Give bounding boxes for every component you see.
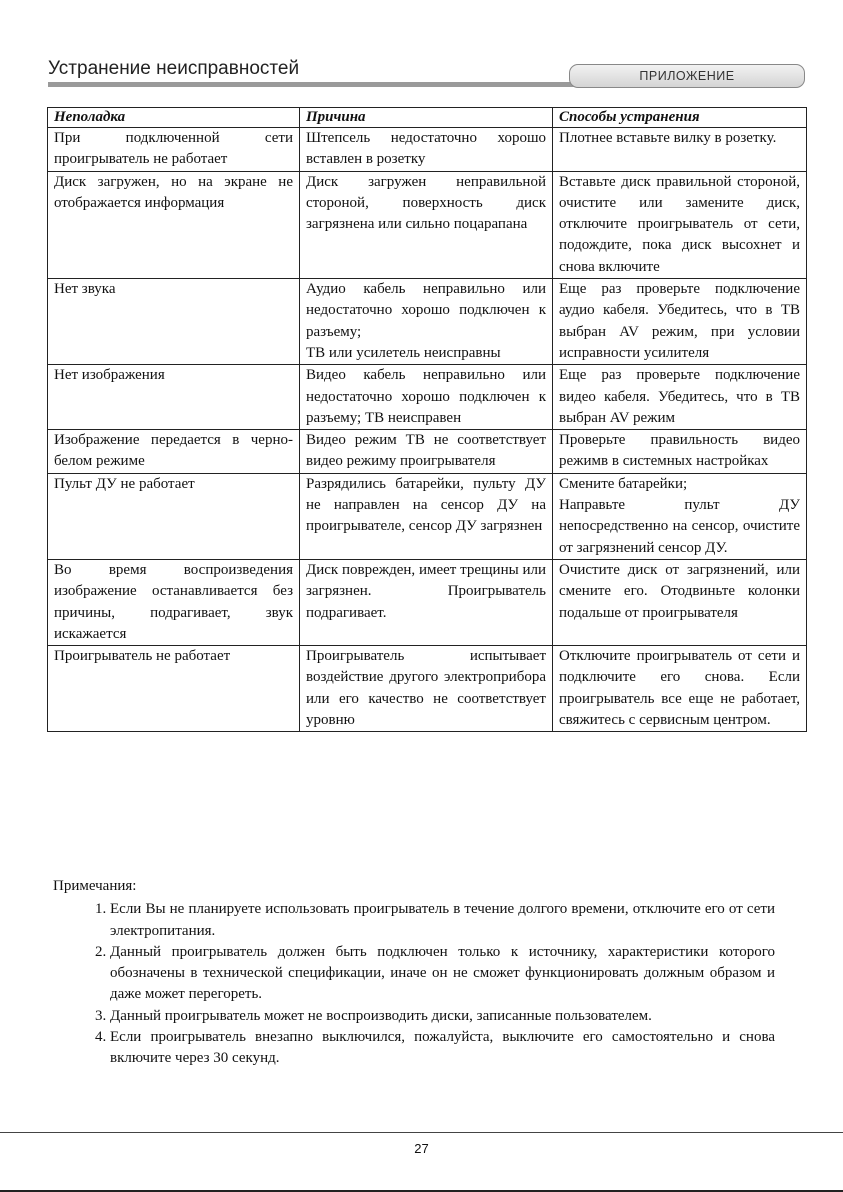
table-row: [48, 430, 807, 474]
notes-title: Примечания:: [53, 878, 137, 894]
note-item: 4. Если проигрыватель внезапно выключился, пожалуйста, выключите его самостоятельно и снова включите через 30 секунд.: [110, 1027, 775, 1070]
note-item: 1. Если Вы не планируете использовать проигрыватель в течение долгого времени, отключите его от сети электропитания.: [110, 899, 775, 942]
table-row: [48, 365, 807, 430]
cell-solution: Плотнее вставьте вилку в розетку.: [553, 128, 807, 172]
note-item: 2. Данный проигрыватель должен быть подключен только к источнику, характеристики которого обозначены в технической спецификации, иначе он не сможет функционировать должным образом и даже может перегореть.: [110, 942, 775, 1006]
appendix-tab: ПРИЛОЖЕНИЕ: [569, 64, 805, 88]
header-rule: [48, 82, 578, 87]
table-row: [48, 559, 807, 645]
notes-list: [53, 899, 775, 1069]
cell-cause: Аудио кабель неправильно или недостаточно хорошо подключен к разъему; ТВ или усилетель неисправны: [300, 279, 553, 365]
cell-solution: Очистите диск от загрязнений, или смените его. Отодвиньте колонки подальше от проигрывателя: [553, 559, 807, 645]
cell-problem: Изображение передается в черно-белом режиме: [48, 430, 300, 474]
header-problem: Неполадка: [48, 108, 300, 128]
cell-cause: Проигрыватель испытывает воздействие другого электроприбора или его качество не соответствует уровню: [300, 646, 553, 732]
cell-solution: Вставьте диск правильной стороной, очистите или замените диск, отключите проигрыватель от сети, подождите, пока диск высохнет и снова включите: [553, 171, 807, 278]
footer-rule: [0, 1132, 843, 1133]
page-number: 27: [414, 1141, 429, 1156]
table-row: [48, 128, 807, 172]
cell-solution: Еще раз проверьте подключение аудио кабеля. Убедитесь, что в ТВ выбран AV режим, при условии исправности усилителя: [553, 279, 807, 365]
cell-cause: Видео режим ТВ не соответствует видео режиму проигрывателя: [300, 430, 553, 474]
table-row: [48, 279, 807, 365]
table-body: [48, 128, 807, 732]
cell-problem: Нет изображения: [48, 365, 300, 430]
cell-cause: Штепсель недостаточно хорошо вставлен в розетку: [300, 128, 553, 172]
cell-solution: Проверьте правильность видео режимв в системных настройках: [553, 430, 807, 474]
note-item: 3. Данный проигрыватель может не воспроизводить диски, записанные пользователем.: [110, 1006, 775, 1027]
table-row: [48, 171, 807, 278]
cell-cause: Диск загружен неправильной стороной, поверхность диск загрязнена или сильно поцарапана: [300, 171, 553, 278]
table-row: [48, 473, 807, 559]
cell-cause: Разрядились батарейки, пульту ДУ не направлен на сенсор ДУ на проигрывателе, сенсор ДУ загрязнен: [300, 473, 553, 559]
cell-problem: Во время воспроизведения изображение останавливается без причины, подрагивает, звук искажается: [48, 559, 300, 645]
cell-solution: Смените батарейки; Направьте пульт ДУ непосредственно на сенсор, очистите от загрязнений сенсор ДУ.: [553, 473, 807, 559]
table-row: [48, 646, 807, 732]
cell-solution: Еще раз проверьте подключение видео кабеля. Убедитесь, что в ТВ выбран AV режим: [553, 365, 807, 430]
cell-problem: Нет звука: [48, 279, 300, 365]
table-header-row: [48, 108, 807, 128]
cell-solution: Отключите проигрыватель от сети и подключите его снова. Если проигрыватель все еще не работает, свяжитесь с сервисным центром.: [553, 646, 807, 732]
troubleshooting-table: [47, 107, 807, 732]
page-section-title: Устранение неисправностей: [48, 58, 300, 79]
cell-cause: Диск поврежден, имеет трещины или загрязнен. Проигрыватель подрагивает.: [300, 559, 553, 645]
cell-problem: Диск загружен, но на экране не отображается информация: [48, 171, 300, 278]
header-cause: Причина: [300, 108, 553, 128]
notes-section: [53, 876, 775, 1070]
cell-problem: При подключенной сети проигрыватель не работает: [48, 128, 300, 172]
cell-cause: Видео кабель неправильно или недостаточно хорошо подключен к разъему; ТВ неисправен: [300, 365, 553, 430]
cell-problem: Пульт ДУ не работает: [48, 473, 300, 559]
cell-problem: Проигрыватель не работает: [48, 646, 300, 732]
header-solution: Способы устранения: [553, 108, 807, 128]
